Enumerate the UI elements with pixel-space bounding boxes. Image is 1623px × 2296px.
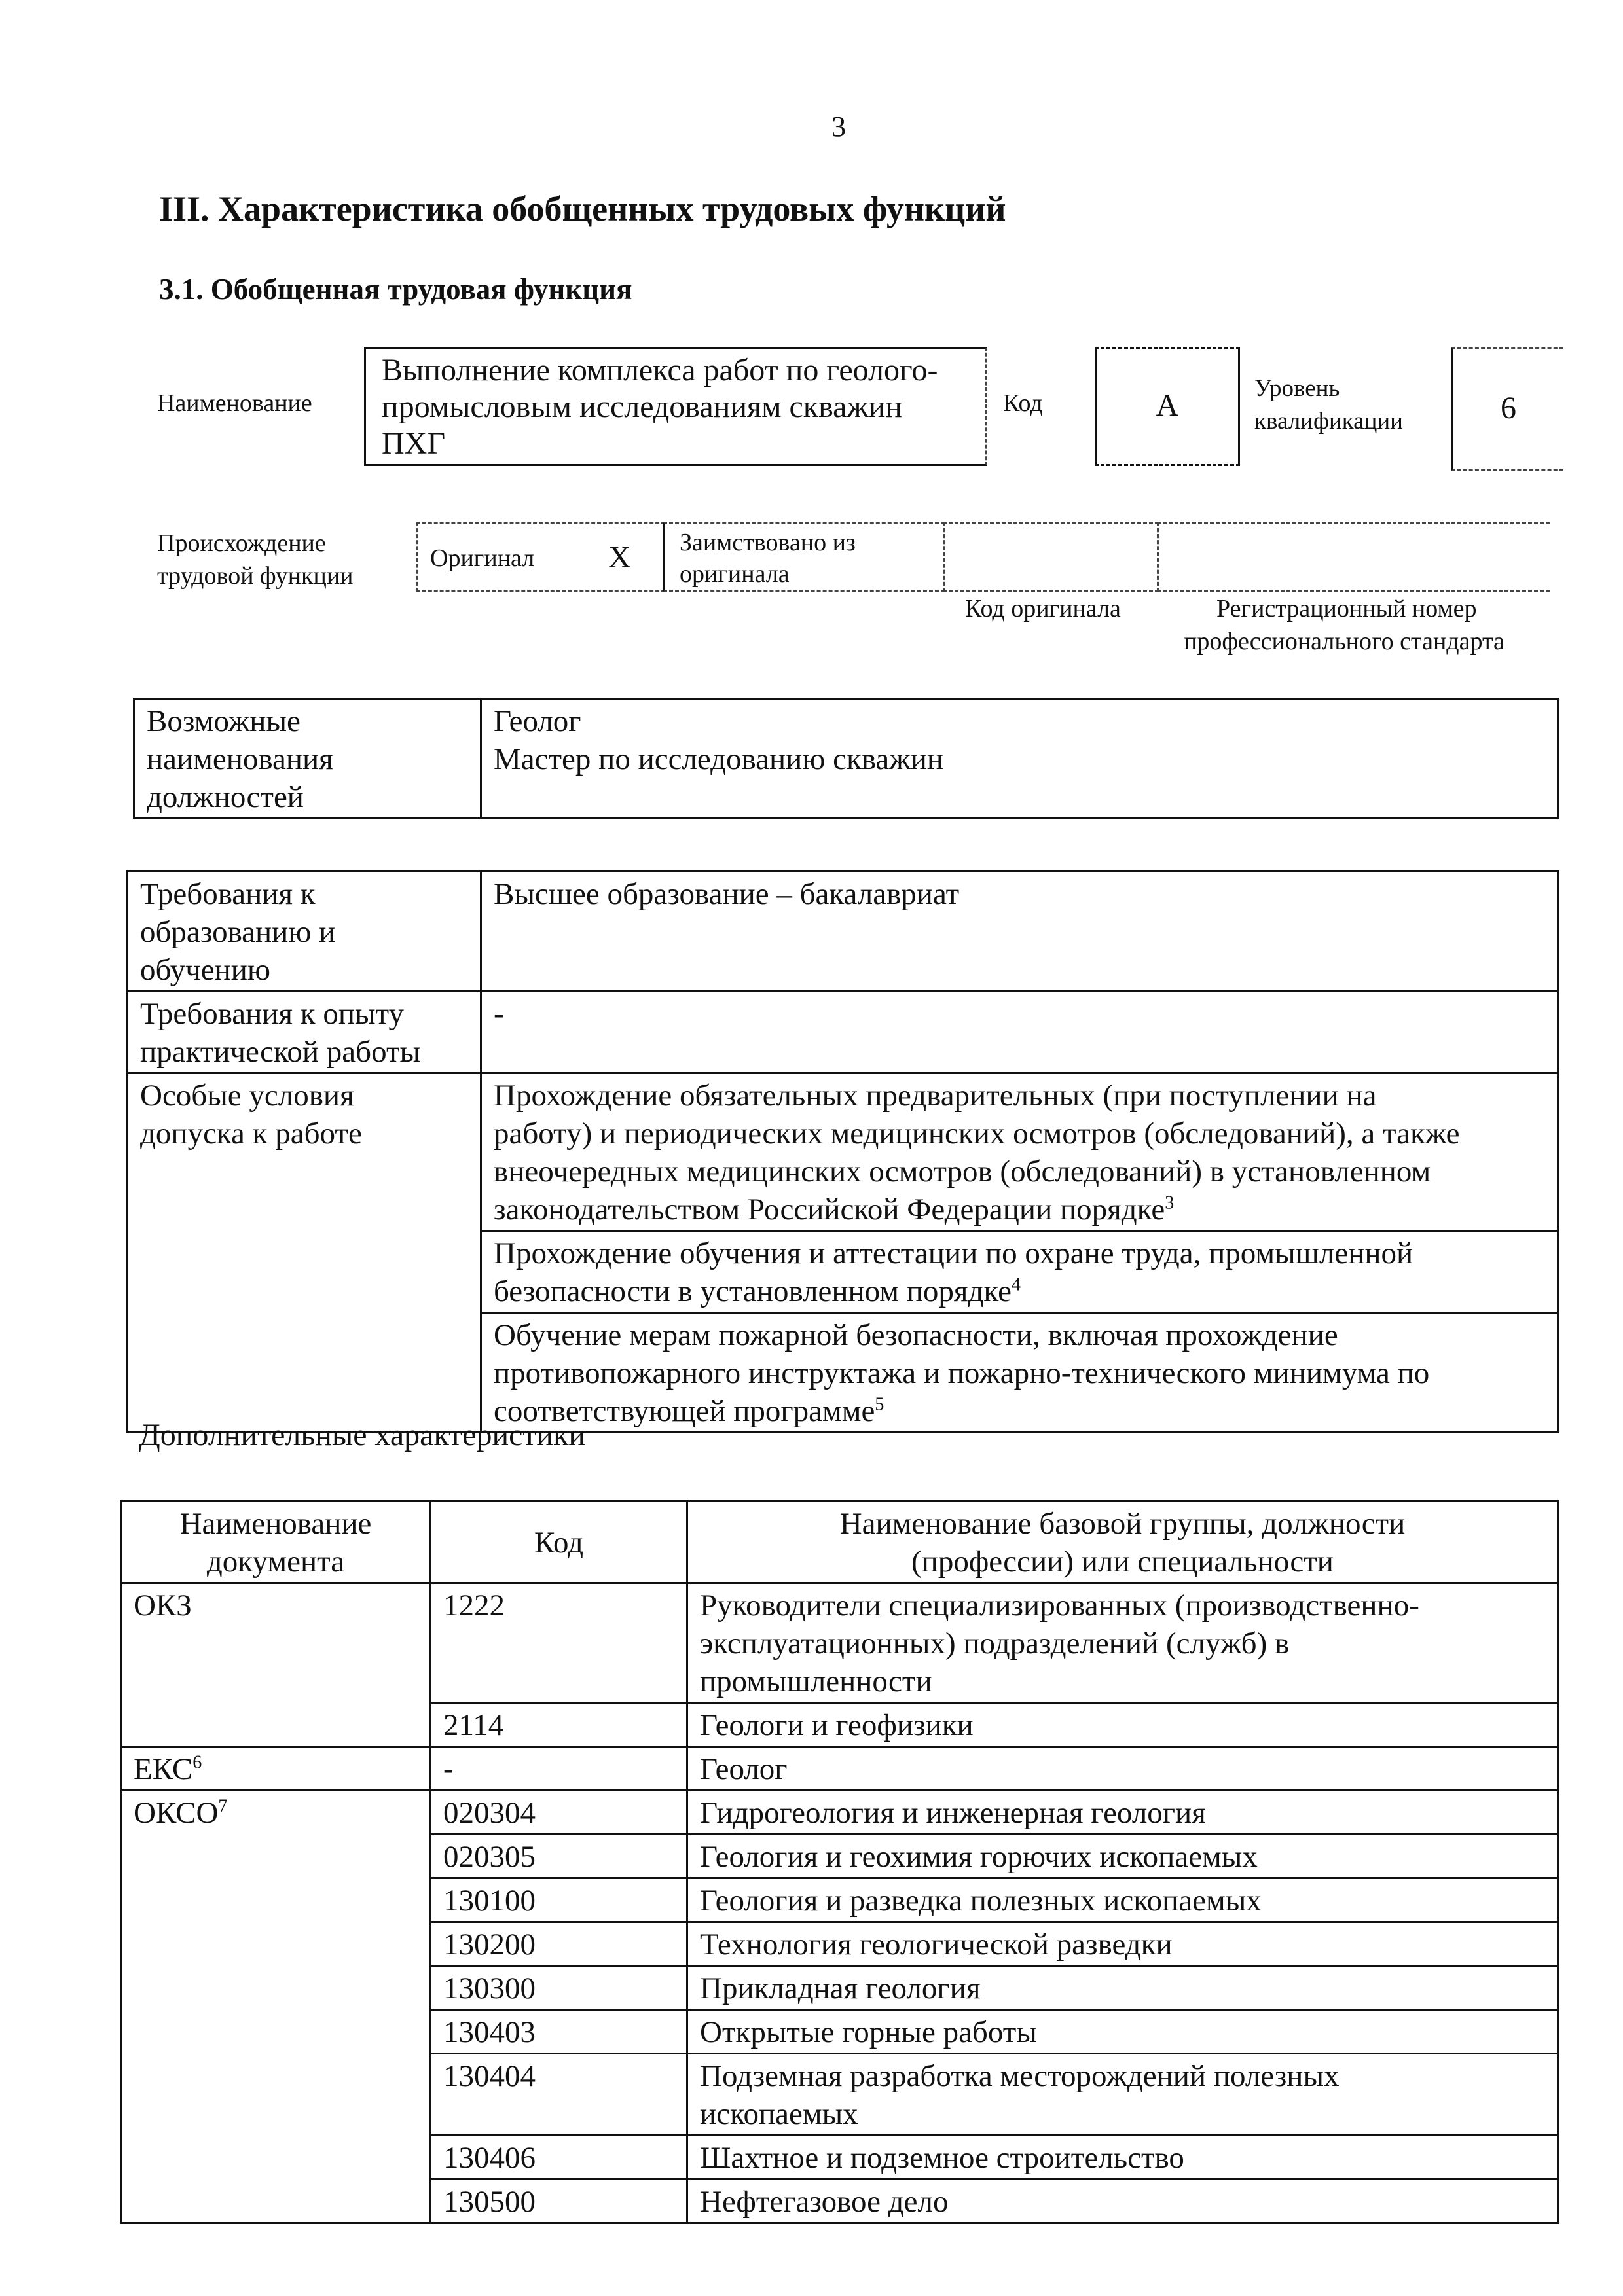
code-box (1095, 347, 1240, 466)
table-row (121, 1747, 1558, 1791)
positions-table (133, 698, 1559, 819)
code-cell: 020304 (431, 1791, 687, 1835)
name-cell: Подземная разработка месторождений полезных ископаемых (687, 2054, 1558, 2136)
table-row (128, 992, 1558, 1073)
positions-label-cell (134, 699, 481, 819)
code-cell: 2114 (431, 1703, 687, 1747)
okz-cell: ОКЗ (121, 1583, 431, 1747)
experience-label-line: Требования к опыту (140, 997, 405, 1031)
origin-label-line-1: Происхождение (157, 529, 326, 557)
code-value: А (1156, 388, 1179, 423)
header-name-cell (687, 1501, 1558, 1583)
experience-label-cell (128, 992, 481, 1073)
name-cell: Шахтное и подземное строительство (687, 2136, 1558, 2179)
special-item-cell (481, 1073, 1558, 1231)
function-name-line-2: промысловым исследованиям скважин (382, 389, 902, 424)
positions-values-cell (481, 699, 1558, 819)
name-cell: Геолог (687, 1747, 1558, 1791)
level-value: 6 (1501, 391, 1516, 425)
table-row (121, 1583, 1558, 1703)
header-name-line: (профессии) или специальности (911, 1545, 1334, 1579)
special-item-line: законодательством Российской Федерации порядке$^3$ (494, 1193, 1175, 1227)
experience-value-cell (481, 992, 1558, 1073)
code-cell: 130200 (431, 1922, 687, 1966)
naimenovanie-label: Наименование (157, 389, 312, 417)
borrowed-box (663, 522, 945, 592)
table-row (121, 1791, 1558, 1835)
special-item-line: противопожарного инструктажа и пожарно-технического минимума по (494, 1356, 1430, 1390)
borrowed-label-line-2: оригинала (680, 560, 790, 588)
special-item-line: Обучение мерам пожарной безопасности, включая прохождение (494, 1318, 1338, 1352)
code-original-caption: Код оригинала (965, 595, 1121, 622)
name-cell: Нефтегазовое дело (687, 2179, 1558, 2223)
reg-number-caption-line-2: профессионального стандарта (1184, 628, 1504, 655)
special-item-cell (481, 1231, 1558, 1313)
table-row (128, 1073, 1558, 1231)
name-cell: Прикладная геология (687, 1966, 1558, 2010)
okso-cell: ОКСО$^7$ (121, 1791, 431, 2223)
education-label-cell (128, 872, 481, 992)
special-item-line: Прохождение обучения и аттестации по охране труда, промышленной (494, 1236, 1413, 1270)
borrowed-label-line-1: Заимствовано из (680, 529, 856, 556)
additional-title: Дополнительные характеристики (139, 1418, 586, 1452)
name-cell: Гидрогеология и инженерная геология (687, 1791, 1558, 1835)
header-doc-line: Наименование (179, 1507, 372, 1541)
name-cell: Геология и разведка полезных ископаемых (687, 1878, 1558, 1922)
special-item-line: работу) и периодических медицинских осмотров (обследований), а также (494, 1117, 1460, 1151)
header-doc-cell (121, 1501, 431, 1583)
special-label-cell (128, 1073, 481, 1433)
education-label-line: Требования к (140, 877, 316, 911)
additional-table (120, 1500, 1559, 2224)
positions-label-line: наименования (147, 742, 333, 776)
table-header-row (121, 1501, 1558, 1583)
header-code-cell (431, 1501, 687, 1583)
positions-row (134, 699, 1558, 819)
function-name-line-3: ПХГ (382, 426, 446, 461)
page-number: 3 (831, 111, 846, 143)
header-name-line: Наименование базовой группы, должности (839, 1507, 1406, 1541)
original-mark: Х (608, 540, 631, 575)
function-name-line-1: Выполнение комплекса работ по геолого- (382, 353, 938, 387)
reg-number-caption-line-1: Регистрационный номер (1216, 595, 1477, 622)
footnote-ref: 5 (875, 1394, 884, 1415)
special-item-line: Прохождение обязательных предварительных (при поступлении на (494, 1079, 1377, 1113)
education-label-line: обучению (140, 953, 271, 987)
name-cell: Технология геологической разведки (687, 1922, 1558, 1966)
education-value-cell (481, 872, 1558, 992)
position-name: Геолог (494, 704, 581, 738)
code-cell: 130404 (431, 2054, 687, 2136)
function-name-box (364, 347, 987, 466)
reg-number-box (1157, 522, 1550, 592)
education-label-line: образованию и (140, 915, 336, 949)
level-label-line-2: квалификации (1254, 408, 1403, 435)
experience-value: - (494, 997, 504, 1031)
code-original-box (943, 522, 1159, 592)
special-item-line: безопасности в установленном порядке$^4$ (494, 1274, 1021, 1308)
origin-label-line-2: трудовой функции (157, 562, 354, 590)
code-cell: 130403 (431, 2010, 687, 2054)
special-item-line: внеочередных медицинских осмотров (обследований) в установленном (494, 1155, 1431, 1189)
level-box (1451, 347, 1563, 471)
education-value: Высшее образование – бакалавриат (494, 877, 960, 911)
code-cell: - (431, 1747, 687, 1791)
code-cell: 020305 (431, 1835, 687, 1878)
header-doc-line: документа (206, 1545, 345, 1579)
position-name: Мастер по исследованию скважин (494, 742, 944, 776)
level-label-line-1: Уровень (1254, 375, 1340, 402)
table-row (128, 872, 1558, 992)
special-label-line: Особые условия (140, 1079, 354, 1113)
name-cell: Открытые горные работы (687, 2010, 1558, 2054)
footnote-ref: 6 (192, 1752, 202, 1773)
experience-label-line: практической работы (140, 1035, 421, 1069)
name-cell: Геология и геохимия горючих ископаемых (687, 1835, 1558, 1878)
special-item-line: соответствующей программе$^5$ (494, 1394, 884, 1428)
name-cell: Руководители специализированных (производственно- эксплуатационных) подразделений (служб) в промышленности (687, 1583, 1558, 1703)
section-subtitle: 3.1. Обобщенная трудовая функция (159, 273, 632, 306)
special-item-cell (481, 1313, 1558, 1433)
requirements-table (126, 870, 1559, 1433)
name-cell: Геологи и геофизики (687, 1703, 1558, 1747)
code-cell: 130100 (431, 1878, 687, 1922)
positions-label-line: Возможные (147, 704, 301, 738)
header-code: Код (534, 1526, 584, 1560)
code-label: Код (1003, 389, 1043, 417)
footnote-ref: 3 (1165, 1193, 1175, 1213)
original-box (416, 522, 665, 592)
footnote-ref: 4 (1011, 1274, 1021, 1295)
code-cell: 1222 (431, 1583, 687, 1703)
special-label-line: допуска к работе (140, 1117, 362, 1151)
eks-cell: ЕКС$^6$ (121, 1747, 431, 1791)
footnote-ref: 7 (218, 1796, 228, 1817)
code-cell: 130300 (431, 1966, 687, 2010)
code-cell: 130500 (431, 2179, 687, 2223)
original-label: Оригинал (430, 545, 535, 572)
code-cell: 130406 (431, 2136, 687, 2179)
positions-label-line: должностей (147, 780, 304, 814)
page-title: III. Характеристика обобщенных трудовых функций (159, 189, 1006, 228)
